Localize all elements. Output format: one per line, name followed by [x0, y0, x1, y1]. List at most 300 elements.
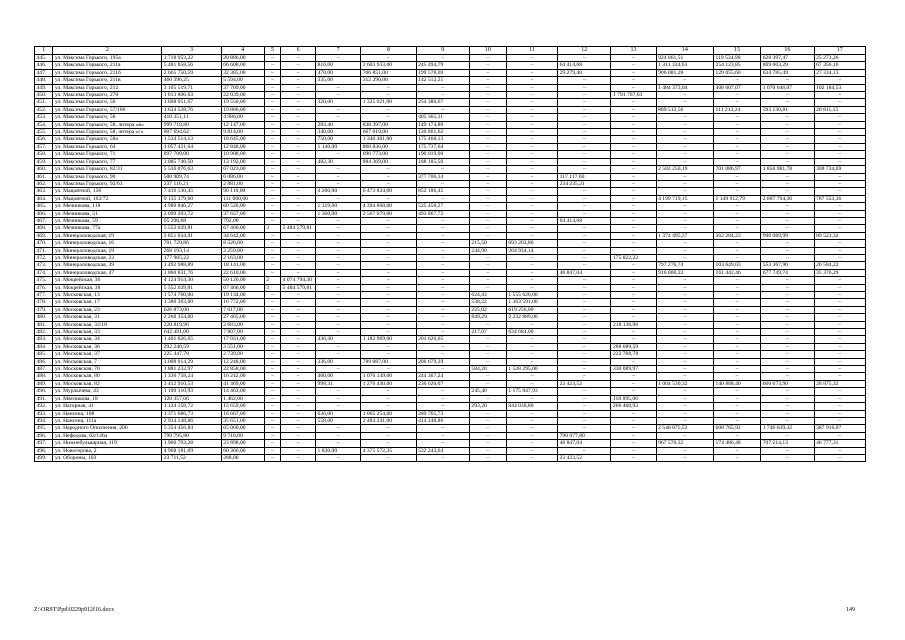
value-cell: – — [611, 129, 656, 136]
value-cell: – — [611, 447, 656, 454]
value-cell: – — [264, 92, 280, 99]
table-row — [35, 121, 866, 128]
value-cell: – — [361, 166, 416, 173]
value-cell: 37 709,00 — [221, 84, 264, 91]
value-cell: – — [316, 299, 361, 306]
value-cell: 4 124 914,30 — [162, 277, 222, 284]
value-cell: – — [611, 262, 656, 269]
value-cell: – — [416, 166, 469, 173]
value-cell: – — [281, 217, 316, 224]
value-cell: – — [611, 203, 656, 210]
value-cell: 289 765,73 — [416, 410, 469, 417]
value-cell: 701 729,86 — [162, 240, 222, 247]
value-cell: – — [264, 410, 280, 417]
row-number-cell: 494. — [35, 417, 53, 424]
value-cell: – — [656, 217, 713, 224]
row-number-cell: 463. — [35, 188, 53, 195]
value-cell: – — [316, 314, 361, 321]
value-cell: – — [281, 432, 316, 439]
value-cell: – — [761, 114, 814, 121]
value-cell: 102 184,53 — [814, 84, 865, 91]
table-row — [35, 62, 866, 69]
value-cell: 2 582 250,19 — [656, 166, 713, 173]
value-cell: – — [611, 269, 656, 276]
value-cell: 5 516 076,63 — [162, 166, 222, 173]
table-row — [35, 366, 866, 373]
value-cell: – — [714, 373, 761, 380]
value-cell: – — [506, 180, 557, 187]
value-cell: – — [281, 92, 316, 99]
table-row — [35, 247, 866, 254]
value-cell: 23 711,52 — [162, 454, 222, 461]
value-cell: – — [714, 247, 761, 254]
value-cell: – — [506, 173, 557, 180]
value-cell: – — [761, 210, 814, 217]
address-cell: ул. Максима Горького, 211в — [53, 77, 162, 84]
row-number-cell: 484. — [35, 343, 53, 350]
value-cell: – — [469, 203, 506, 210]
value-cell: – — [558, 321, 611, 328]
value-cell: 787 553,36 — [814, 195, 865, 202]
value-cell: – — [264, 136, 280, 143]
value-cell: 65 206,68 — [162, 217, 222, 224]
address-cell: ул. Мурлычева, 43 — [53, 388, 162, 395]
value-cell: 244,90 — [469, 247, 506, 254]
column-header: 9 — [416, 47, 469, 55]
value-cell: 254 380,67 — [416, 99, 469, 106]
value-cell: – — [761, 240, 814, 247]
value-cell: 852 186,45 — [416, 188, 469, 195]
address-cell: ул. Минераловодская, 19 — [53, 232, 162, 239]
value-cell: – — [814, 417, 865, 424]
value-cell: – — [361, 284, 416, 291]
value-cell: 12 248,00 — [221, 358, 264, 365]
address-cell: ул. Московская, 80 — [53, 373, 162, 380]
value-cell: – — [416, 299, 469, 306]
row-number-cell: 481. — [35, 321, 53, 328]
value-cell: – — [611, 425, 656, 432]
value-cell: – — [361, 432, 416, 439]
value-cell: 868 836,00 — [361, 143, 416, 150]
value-cell: – — [316, 106, 361, 113]
value-cell: – — [316, 440, 361, 447]
value-cell: – — [416, 395, 469, 402]
value-cell: 16 772,00 — [221, 299, 264, 306]
value-cell: – — [761, 417, 814, 424]
value-cell: – — [761, 158, 814, 165]
value-cell: 4 986,00 — [221, 114, 264, 121]
value-cell: – — [264, 151, 280, 158]
value-cell: – — [761, 254, 814, 261]
value-cell: – — [316, 292, 361, 299]
value-cell: – — [714, 306, 761, 313]
value-cell: – — [264, 269, 280, 276]
value-cell: 701 086,97 — [714, 166, 761, 173]
value-cell: 90 110,00 — [221, 188, 264, 195]
value-cell: – — [264, 84, 280, 91]
value-cell: 538,22 — [469, 299, 506, 306]
value-cell: – — [316, 217, 361, 224]
value-cell: – — [416, 254, 469, 261]
value-cell: – — [281, 358, 316, 365]
value-cell: 225,02 — [469, 306, 506, 313]
value-cell: – — [714, 121, 761, 128]
value-cell: 22 610,00 — [221, 269, 264, 276]
table-row — [35, 351, 866, 358]
value-cell: – — [656, 277, 713, 284]
value-cell: – — [761, 321, 814, 328]
address-cell: ул. Московская, 70 — [53, 366, 162, 373]
value-cell: – — [361, 329, 416, 336]
value-cell: 6 473 834,00 — [361, 188, 416, 195]
value-cell: – — [656, 447, 713, 454]
value-cell: 225 447,78 — [162, 351, 222, 358]
value-cell: – — [264, 299, 280, 306]
value-cell: – — [558, 203, 611, 210]
value-cell: 4 980 846,27 — [162, 203, 222, 210]
value-cell: – — [714, 173, 761, 180]
value-cell: 174 486,48 — [714, 440, 761, 447]
value-cell: – — [714, 410, 761, 417]
table-row — [35, 77, 866, 84]
value-cell: – — [281, 366, 316, 373]
value-cell: 320,00 — [316, 99, 361, 106]
value-cell: 234 235,21 — [558, 180, 611, 187]
value-cell: – — [814, 314, 865, 321]
value-cell: – — [611, 217, 656, 224]
value-cell: 245,40 — [469, 388, 506, 395]
value-cell: – — [611, 143, 656, 150]
value-cell: – — [416, 351, 469, 358]
value-cell: 308 734,69 — [814, 166, 865, 173]
value-cell: – — [281, 440, 316, 447]
value-cell: – — [656, 373, 713, 380]
column-header: 2 — [53, 47, 162, 55]
value-cell: 215,50 — [469, 240, 506, 247]
table-row — [35, 410, 866, 417]
value-cell: – — [761, 358, 814, 365]
column-header: 12 — [558, 47, 611, 55]
value-cell: – — [281, 62, 316, 69]
value-cell: 35 376,29 — [814, 269, 865, 276]
value-cell: – — [506, 136, 557, 143]
value-cell: – — [611, 388, 656, 395]
value-cell: 2 739,00 — [221, 351, 264, 358]
value-cell: – — [506, 158, 557, 165]
value-cell: 1 634 528,76 — [162, 106, 222, 113]
value-cell: – — [316, 329, 361, 336]
value-cell: – — [558, 166, 611, 173]
value-cell: – — [469, 158, 506, 165]
row-number-cell: 460. — [35, 166, 53, 173]
value-cell: 707 214,13 — [761, 440, 814, 447]
value-cell: – — [558, 277, 611, 284]
value-cell: – — [506, 380, 557, 387]
address-cell: ул. Нижнебульварная, 119 — [53, 440, 162, 447]
value-cell: – — [714, 388, 761, 395]
value-cell: – — [656, 292, 713, 299]
value-cell: – — [281, 454, 316, 461]
value-cell: 175 737,64 — [416, 143, 469, 150]
value-cell: – — [416, 425, 469, 432]
value-cell: 19 550,00 — [221, 99, 264, 106]
value-cell: – — [316, 454, 361, 461]
table-row — [35, 203, 866, 210]
value-cell: 1 085 746,50 — [162, 158, 222, 165]
value-cell: – — [814, 77, 865, 84]
value-cell: 493 867,72 — [416, 210, 469, 217]
value-cell: – — [611, 99, 656, 106]
value-cell: – — [316, 173, 361, 180]
row-number-cell: 496. — [35, 432, 53, 439]
column-header: 6 — [281, 47, 316, 55]
value-cell: – — [281, 195, 316, 202]
value-cell: – — [469, 351, 506, 358]
value-cell: – — [361, 403, 416, 410]
value-cell: – — [264, 247, 280, 254]
value-cell: 117 117,60 — [558, 173, 611, 180]
value-cell: – — [316, 432, 361, 439]
value-cell: 790 077,80 — [558, 432, 611, 439]
value-cell: – — [761, 136, 814, 143]
value-cell: – — [761, 92, 814, 99]
row-number-cell: 490. — [35, 388, 53, 395]
value-cell: – — [281, 84, 316, 91]
value-cell: – — [281, 210, 316, 217]
value-cell: – — [611, 121, 656, 128]
address-cell: ул. Максима Горького, 57/106 — [53, 106, 162, 113]
value-cell: – — [714, 210, 761, 217]
value-cell: 377 706,14 — [416, 173, 469, 180]
value-cell: 634 785,49 — [761, 69, 814, 76]
value-cell: 65 060,00 — [221, 425, 264, 432]
value-cell: 1 813 806,63 — [162, 92, 222, 99]
value-cell: – — [506, 129, 557, 136]
table-row — [35, 284, 866, 291]
value-cell: – — [416, 225, 469, 232]
value-cell: 244 367,24 — [416, 373, 469, 380]
value-cell: – — [469, 417, 506, 424]
value-cell: 4 968 181,09 — [162, 447, 222, 454]
value-cell: 897 700,00 — [162, 151, 222, 158]
value-cell: – — [316, 262, 361, 269]
value-cell: – — [761, 121, 814, 128]
value-cell: – — [611, 225, 656, 232]
row-number-cell: 486. — [35, 358, 53, 365]
address-cell: ул. Обороны, 103 — [53, 454, 162, 461]
value-cell: 35 651,00 — [221, 417, 264, 424]
value-cell: – — [814, 410, 865, 417]
value-cell: 9 718,00 — [221, 432, 264, 439]
value-cell: – — [611, 195, 656, 202]
value-cell: – — [469, 129, 506, 136]
value-cell: – — [506, 447, 557, 454]
value-cell: – — [814, 284, 865, 291]
address-cell: ул. Минераловодская, 16 — [53, 240, 162, 247]
value-cell: 470,00 — [316, 69, 361, 76]
value-cell: – — [558, 292, 611, 299]
value-cell: – — [469, 114, 506, 121]
value-cell: – — [558, 395, 611, 402]
value-cell: 13 192,00 — [221, 158, 264, 165]
row-number-cell: 448. — [35, 77, 53, 84]
value-cell: – — [361, 92, 416, 99]
value-cell: – — [469, 440, 506, 447]
column-header: 17 — [814, 47, 865, 55]
value-cell: 2 683,00 — [221, 321, 264, 328]
row-number-cell: 492. — [35, 403, 53, 410]
value-cell: – — [761, 151, 814, 158]
table-row — [35, 225, 866, 232]
value-cell: 23 898,00 — [221, 440, 264, 447]
address-cell: ул. Нефедова, 63/146а — [53, 432, 162, 439]
value-cell: – — [761, 388, 814, 395]
value-cell: 8 526,00 — [221, 240, 264, 247]
value-cell: 1 966 793,28 — [162, 440, 222, 447]
table-row — [35, 358, 866, 365]
row-number-cell: 477. — [35, 292, 53, 299]
value-cell: 677 749,74 — [761, 269, 814, 276]
value-cell: 4 074 794,30 — [281, 277, 316, 284]
value-cell: – — [469, 232, 506, 239]
value-cell: – — [416, 269, 469, 276]
value-cell: – — [761, 314, 814, 321]
value-cell: – — [469, 121, 506, 128]
value-cell: – — [264, 158, 280, 165]
table-row — [35, 99, 866, 106]
value-cell: – — [264, 217, 280, 224]
value-cell: 816,00 — [316, 62, 361, 69]
value-cell: – — [656, 203, 713, 210]
value-cell: 362 284,23 — [714, 232, 761, 239]
value-cell: 20 811,15 — [814, 106, 865, 113]
value-cell: 5 481 858,56 — [162, 62, 222, 69]
value-cell: – — [611, 380, 656, 387]
value-cell: 844 038,80 — [506, 403, 557, 410]
address-cell: ул. Максима Горького, 82/31 — [53, 166, 162, 173]
value-cell: – — [814, 395, 865, 402]
value-cell: 190 019,00 — [416, 151, 469, 158]
value-cell: – — [761, 180, 814, 187]
value-cell: 838 397,00 — [361, 121, 416, 128]
address-cell: ул. Максима Горького, 58 — [53, 114, 162, 121]
value-cell: – — [656, 358, 713, 365]
value-cell: 1 574 760,00 — [162, 292, 222, 299]
value-cell: 1 881 232,97 — [162, 366, 222, 373]
value-cell: 990 089,99 — [761, 232, 814, 239]
value-cell: – — [316, 269, 361, 276]
value-cell: 283,40 — [316, 121, 361, 128]
value-cell: 387 916,07 — [814, 425, 865, 432]
row-number-cell: 452. — [35, 106, 53, 113]
value-cell: – — [264, 440, 280, 447]
value-cell: 2 934 148,86 — [162, 417, 222, 424]
value-cell: – — [416, 366, 469, 373]
value-cell: 188 185,50 — [416, 158, 469, 165]
value-cell: – — [814, 343, 865, 350]
value-cell: 1 534 514,13 — [162, 136, 222, 143]
value-cell: – — [264, 210, 280, 217]
value-cell: 999 718,80 — [162, 121, 222, 128]
value-cell: – — [611, 158, 656, 165]
address-cell: ул. Максима Горького, 211а — [53, 62, 162, 69]
value-cell: – — [469, 151, 506, 158]
value-cell: – — [264, 329, 280, 336]
value-cell: 2 — [264, 277, 280, 284]
value-cell: – — [361, 366, 416, 373]
value-cell: – — [814, 447, 865, 454]
value-cell: – — [611, 180, 656, 187]
value-cell: – — [361, 321, 416, 328]
value-cell: – — [714, 143, 761, 150]
value-cell: 23 423,52 — [558, 380, 611, 387]
row-number-cell: 454. — [35, 121, 53, 128]
value-cell: – — [506, 77, 557, 84]
value-cell: – — [469, 210, 506, 217]
value-cell: – — [281, 329, 316, 336]
value-cell: – — [281, 106, 316, 113]
column-header: 16 — [761, 47, 814, 55]
value-cell: – — [761, 454, 814, 461]
value-cell: – — [281, 188, 316, 195]
value-cell: – — [416, 432, 469, 439]
value-cell: – — [761, 203, 814, 210]
value-cell: – — [656, 129, 713, 136]
value-cell: 9 135 379,60 — [162, 195, 222, 202]
value-cell: 750,00 — [316, 136, 361, 143]
value-cell: – — [558, 403, 611, 410]
value-cell: – — [469, 254, 506, 261]
value-cell: – — [316, 240, 361, 247]
value-cell: 149 174,80 — [416, 121, 469, 128]
value-cell: – — [316, 395, 361, 402]
value-cell: – — [506, 454, 557, 461]
value-cell: – — [761, 410, 814, 417]
row-number-cell: 465. — [35, 203, 53, 210]
value-cell: 3 099 203,72 — [162, 210, 222, 217]
value-cell: – — [361, 254, 416, 261]
value-cell: – — [416, 92, 469, 99]
value-cell: 807 694,62 — [162, 129, 222, 136]
row-number-cell: 472. — [35, 254, 53, 261]
value-cell: – — [656, 417, 713, 424]
value-cell: – — [416, 55, 469, 62]
value-cell: 624,43 — [469, 292, 506, 299]
row-number-cell: 453. — [35, 114, 53, 121]
value-cell: – — [656, 321, 713, 328]
table-row — [35, 55, 866, 62]
value-cell: – — [361, 277, 416, 284]
address-cell: ул. Максима Горького, 77 — [53, 158, 162, 165]
table-row — [35, 299, 866, 306]
value-cell: – — [761, 292, 814, 299]
value-cell: – — [714, 277, 761, 284]
value-cell: 608 765,92 — [714, 425, 761, 432]
value-cell: – — [814, 277, 865, 284]
table-row — [35, 217, 866, 224]
value-cell: – — [814, 358, 865, 365]
value-cell: – — [264, 143, 280, 150]
value-cell: – — [469, 432, 506, 439]
value-cell: – — [714, 403, 761, 410]
value-cell: – — [611, 151, 656, 158]
value-cell: – — [281, 292, 316, 299]
row-number-cell: 446. — [35, 62, 53, 69]
value-cell: 1 380 363,00 — [162, 299, 222, 306]
value-cell: – — [558, 99, 611, 106]
address-cell: ул. Минераловодская, 47 — [53, 269, 162, 276]
value-cell: – — [264, 203, 280, 210]
